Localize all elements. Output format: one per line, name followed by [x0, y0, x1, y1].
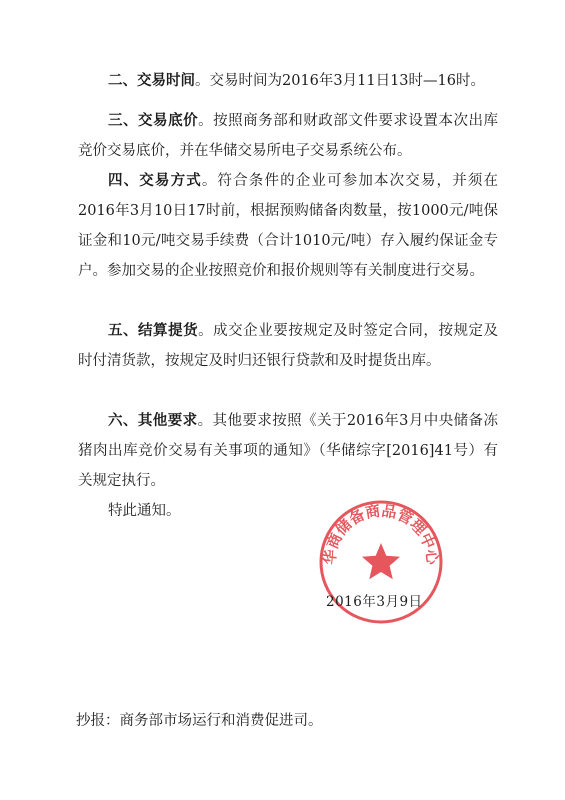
section-heading: 二、交易时间	[108, 73, 195, 89]
section-settlement-delivery	[78, 316, 498, 376]
section-reserve-price	[78, 106, 498, 166]
section-heading: 五、结算提货	[108, 323, 199, 339]
cc-recipient-line: 抄报：商务部市场运行和消费促进司。	[76, 713, 323, 729]
section-heading: 四、交易方式	[108, 173, 202, 189]
section-trading-method	[78, 166, 498, 286]
section-body: 。符合条件的企业可参加本次交易，并须在2016年3月10日17时前，根据预购储备肉数量，按1000元/吨保证金和10元/吨交易手续费（合计1010元/吨）存入履约保证金专户。参加交易的企业按照竞价和报价规则等有关制度进行交易。	[78, 173, 498, 279]
section-other-requirements	[78, 406, 498, 496]
section-heading: 三、交易底价	[108, 113, 199, 129]
section-body: 。其他要求按照《关于2016年3月中央储备冻猪肉出库竞价交易有关事项的通知》（华储综字[2016]41号）有关规定执行。	[78, 413, 498, 489]
section-body: 。交易时间为2016年3月11日13时—16时。	[195, 73, 485, 89]
section-body: 。成交企业要按规定及时签定合同，按规定及时付清货款，按规定及时归还银行贷款和及时提货出库。	[78, 323, 499, 369]
issue-date: 2016年3月9日	[326, 594, 423, 610]
section-trading-time	[78, 66, 498, 96]
section-body: 。按照商务部和财政部文件要求设置本次出库竞价交易底价，并在华储交易所电子交易系统公布。	[78, 113, 499, 159]
star-icon	[362, 543, 400, 579]
closing-line: 特此通知。	[108, 503, 181, 519]
section-heading: 六、其他要求	[108, 413, 198, 429]
seal-org-name: 华商储备商品管理中心	[320, 501, 442, 566]
